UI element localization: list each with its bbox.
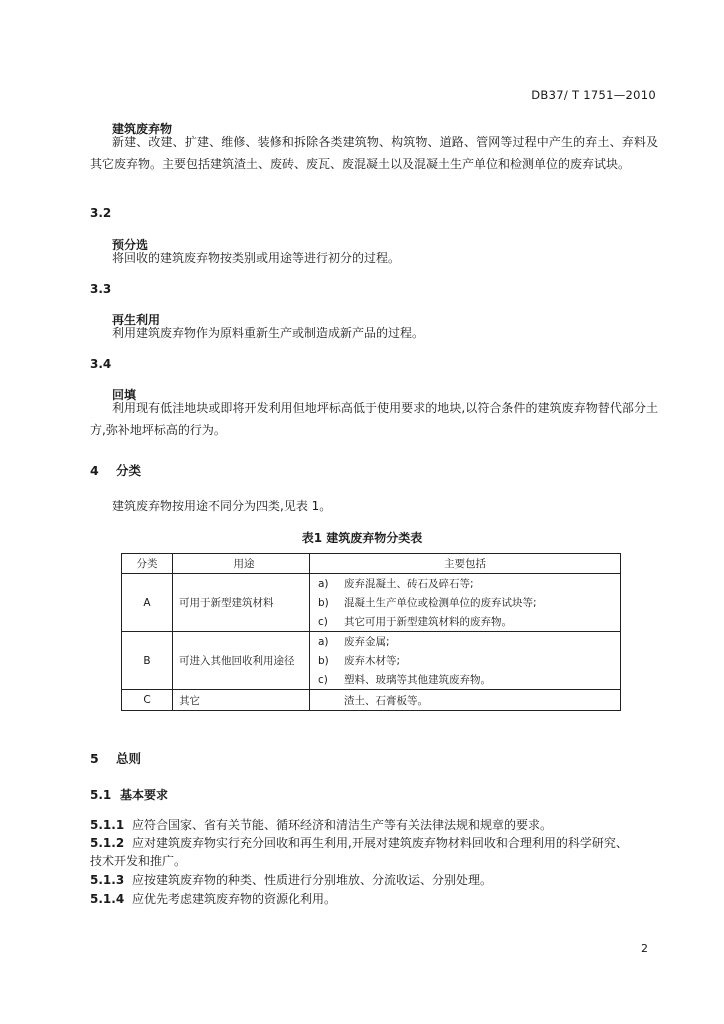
row-use: 可进入其他回收利用途径 xyxy=(173,632,310,690)
clause-text: 应按建筑废弃物的种类、性质进行分别堆放、分流收运、分别处理。 xyxy=(132,873,493,887)
include-item xyxy=(310,593,620,612)
table-header-row xyxy=(122,554,621,574)
item-key: c) xyxy=(318,673,328,686)
page-number: 2 xyxy=(641,942,648,955)
table-row-b xyxy=(122,632,621,690)
table-caption: 表1 建筑废弃物分类表 xyxy=(301,531,423,545)
header-use: 用途 xyxy=(173,554,310,574)
clause-number: 5.1.2 xyxy=(90,836,125,850)
term-title-building-waste: 建筑废弃物 xyxy=(112,122,173,136)
clause-5-1-2 xyxy=(90,834,628,851)
item-text: 混凝土生产单位或检测单位的废弃试块等; xyxy=(344,597,537,609)
item-key: c) xyxy=(318,615,328,628)
term-title-recycling: 再生利用 xyxy=(112,313,161,327)
subsection-number: 5.1 xyxy=(90,788,112,802)
section-heading-classification xyxy=(90,461,141,479)
clause-number: 5.1.3 xyxy=(90,873,125,887)
include-item xyxy=(310,612,620,631)
row-code: A xyxy=(122,574,173,632)
clause-5-1-2-continued: 技术开发和推广。 xyxy=(90,854,187,868)
term-definition-recycling: 利用建筑废弃物作为原料重新生产或制造成新产品的过程。 xyxy=(112,326,425,340)
table-row-a xyxy=(122,574,621,632)
clause-text: 应优先考虑建筑废弃物的资源化利用。 xyxy=(132,892,337,906)
row-code: C xyxy=(122,690,173,711)
term-number-3-2: 3.2 xyxy=(90,206,112,220)
clause-text: 应对建筑废弃物实行充分回收和再生利用,开展对建筑废弃物材料回收和合理利用的科学研究、 xyxy=(132,836,628,850)
clause-5-1-4 xyxy=(90,890,336,907)
row-use: 其它 xyxy=(173,690,310,711)
classification-table xyxy=(121,553,621,711)
include-item xyxy=(310,632,620,651)
row-includes xyxy=(310,632,621,690)
item-key: b) xyxy=(318,654,329,667)
clause-5-1-3 xyxy=(90,871,492,888)
clause-5-1-1 xyxy=(90,816,552,833)
term-definition-building-waste: 新建、改建、扩建、维修、装修和拆除各类建筑物、构筑物、道路、管网等过程中产生的弃土、弃料及其它废弃物。主要包括建筑渣土、废砖、废瓦、废混凝土以及混凝土生产单位和检测单位的废弃试块。 xyxy=(90,135,658,171)
section-title: 分类 xyxy=(116,463,142,478)
term-number-3-3: 3.3 xyxy=(90,282,112,296)
clause-text: 应符合国家、省有关节能、循环经济和清洁生产等有关法律法规和规章的要求。 xyxy=(132,818,553,832)
term-number-3-4: 3.4 xyxy=(90,357,112,371)
standard-code: DB37/ T 1751—2010 xyxy=(531,88,656,102)
item-text: 废弃木材等; xyxy=(344,655,401,667)
row-code: B xyxy=(122,632,173,690)
item-key: a) xyxy=(318,635,329,648)
item-text: 渣土、石膏板等。 xyxy=(344,694,428,707)
item-text: 其它可用于新型建筑材料的废弃物。 xyxy=(344,616,512,628)
include-item xyxy=(310,691,620,710)
clause-number: 5.1.1 xyxy=(90,818,125,832)
header-code: 分类 xyxy=(122,554,173,574)
header-includes: 主要包括 xyxy=(310,554,621,574)
row-includes xyxy=(310,690,621,711)
subsection-title: 基本要求 xyxy=(120,788,169,802)
include-item xyxy=(310,651,620,670)
item-text: 塑料、玻璃等其他建筑废弃物。 xyxy=(344,674,491,686)
row-use: 可用于新型建筑材料 xyxy=(173,574,310,632)
item-text: 废弃金属; xyxy=(344,636,390,648)
subsection-basic-requirements xyxy=(90,786,168,803)
include-item xyxy=(310,670,620,689)
term-definition-presorting: 将回收的建筑废弃物按类别或用途等进行初分的过程。 xyxy=(112,251,401,265)
section-heading-general xyxy=(90,749,141,767)
term-definition-backfill: 利用现有低洼地块或即将开发利用但地坪标高低于使用要求的地块,以符合条件的建筑废弃物替代部分土方,弥补地坪标高的行为。 xyxy=(90,401,658,437)
row-includes xyxy=(310,574,621,632)
table-row-c xyxy=(122,690,621,711)
section-number: 5 xyxy=(90,751,99,766)
item-key: b) xyxy=(318,596,329,609)
clause-number: 5.1.4 xyxy=(90,892,125,906)
section-title: 总则 xyxy=(116,751,142,766)
item-key: a) xyxy=(318,577,329,590)
term-title-presorting: 预分选 xyxy=(112,238,149,252)
section-number: 4 xyxy=(90,463,99,478)
term-title-backfill: 回填 xyxy=(112,388,137,402)
classification-intro: 建筑废弃物按用途不同分为四类,见表 1。 xyxy=(112,499,332,513)
item-text: 废弃混凝土、砖石及碎石等; xyxy=(344,578,474,590)
include-item xyxy=(310,574,620,593)
